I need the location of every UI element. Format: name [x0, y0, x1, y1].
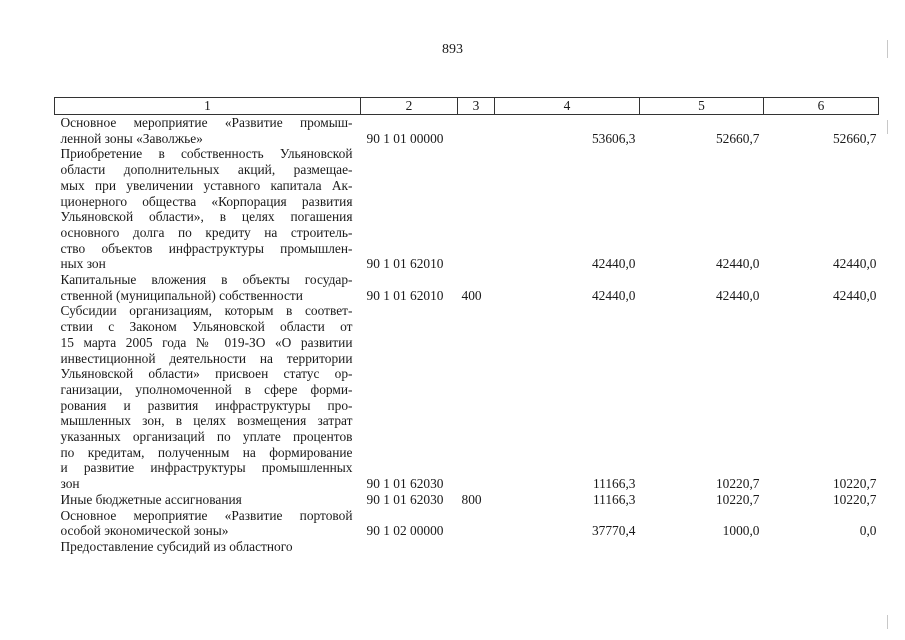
header-col-5: 5: [640, 98, 764, 115]
table-row: [55, 303, 879, 491]
row-value-6: 52660,7: [832, 130, 877, 146]
row-name-line: Субсидии организациям, которым в соответ-: [60, 303, 353, 319]
row-value-4: 53606,3: [591, 130, 636, 146]
row-kind: [458, 508, 495, 539]
row-code: 90 1 01 62010: [366, 287, 444, 303]
row-name-line: инвестиционной деятельности на территории: [60, 350, 353, 366]
row-value-6: 42440,0: [832, 256, 877, 272]
row-kind: [458, 146, 495, 272]
row-code: 90 1 01 62030: [366, 491, 444, 507]
row-name-line: Основное мероприятие «Развитие промыш-: [60, 115, 353, 130]
row-name-line: области дополнительных акций, размещае-: [60, 162, 353, 178]
row-kind: [458, 115, 495, 147]
table-row: [55, 539, 879, 555]
row-value-4: 37770,4: [591, 523, 636, 539]
row-name-line: Предоставление субсидий из областного: [60, 538, 293, 554]
row-value-6: 0,0: [859, 523, 877, 539]
header-col-2: 2: [361, 98, 458, 115]
row-name: [55, 115, 361, 147]
row-name-line: особой экономической зоны»: [60, 523, 229, 539]
row-name-line: основного долга по кредиту на строитель-: [60, 224, 353, 240]
row-name: [55, 492, 361, 508]
row-value-5: 1000,0: [722, 523, 760, 539]
row-name: [55, 146, 361, 272]
row-name-line: ленной зоны «Заволжье»: [60, 130, 203, 146]
row-code: [361, 539, 458, 555]
row-value-5: 52660,7: [715, 130, 760, 146]
row-name: [55, 303, 361, 491]
row-value-6: 10220,7: [832, 476, 877, 492]
scan-mark: [887, 40, 888, 58]
row-value-6: 10220,7: [832, 491, 877, 507]
row-value-4: 11166,3: [592, 476, 636, 492]
row-name-line: и развитие инфраструктуры промышленных: [60, 460, 353, 476]
row-code: 90 1 01 62030: [366, 476, 444, 492]
row-name-line: мых при увеличении уставного капитала Ак-: [60, 177, 353, 193]
row-name-line: ственной (муниципальной) собственности: [60, 287, 303, 303]
scan-mark: [887, 615, 888, 629]
row-name-line: Приобретение в собственность Ульяновской: [60, 146, 353, 162]
row-name-line: мышленных зон, в целях возмещения затрат: [60, 413, 353, 429]
row-code: 90 1 01 62010: [366, 256, 444, 272]
budget-table: [54, 97, 879, 555]
row-kind: [458, 539, 495, 555]
row-name-line: Ульяновской области» присвоен статус ор-: [60, 366, 353, 382]
row-name-line: Иные бюджетные ассигнования: [60, 491, 242, 507]
row-kind: [458, 303, 495, 491]
row-name-line: Ульяновской области», в целях погашения: [60, 209, 353, 225]
page-number: 893: [442, 42, 463, 57]
row-name-line: указанных организаций по уплате процентов: [60, 429, 353, 445]
row-value-4: 42440,0: [591, 256, 636, 272]
header-row: [55, 98, 879, 115]
row-name-line: Капитальные вложения в объекты государ-: [60, 272, 353, 288]
row-value-4: 42440,0: [591, 287, 636, 303]
header-col-4: 4: [495, 98, 640, 115]
row-name-line: ствии с Законом Ульяновской области от: [60, 319, 353, 335]
table-row: [55, 508, 879, 539]
row-value-4: 11166,3: [592, 491, 636, 507]
row-name-line: Основное мероприятие «Развитие портовой: [60, 507, 353, 523]
row-name-line: ных зон: [60, 256, 106, 272]
table-header: [55, 98, 879, 115]
table-row: [55, 492, 879, 508]
row-value-5: 10220,7: [715, 476, 760, 492]
table-row: [55, 115, 879, 147]
row-name: [55, 539, 361, 555]
row-value-5: 42440,0: [715, 287, 760, 303]
table-row: [55, 146, 879, 272]
row-value-5: 42440,0: [715, 256, 760, 272]
row-name-line: 15 марта 2005 года № 019-ЗО «О развитии: [60, 334, 353, 350]
header-col-1: 1: [55, 98, 361, 115]
row-value-5: 10220,7: [715, 491, 760, 507]
scan-mark: [887, 120, 888, 134]
row-kind: 800: [461, 491, 482, 507]
row-value-6: 42440,0: [832, 287, 877, 303]
row-name: [55, 508, 361, 539]
row-value-4: [495, 539, 640, 555]
row-name-line: ство объектов инфраструктуры промышлен-: [60, 240, 353, 256]
row-value-5: [640, 539, 764, 555]
header-col-3: 3: [458, 98, 495, 115]
row-name-line: ганизации, уполномоченной в сфере форми-: [60, 381, 353, 397]
row-name-line: по кредитам, полученным на формирование: [60, 444, 353, 460]
row-kind: 400: [461, 287, 482, 303]
row-name: [55, 272, 361, 303]
row-name-line: рования и развития инфраструктуры про-: [60, 397, 353, 413]
row-code: 90 1 01 00000: [366, 130, 444, 146]
row-value-6: [764, 539, 879, 555]
header-col-6: 6: [764, 98, 879, 115]
table-body: [55, 115, 879, 555]
row-name-line: ционерного общества «Корпорация развития: [60, 193, 353, 209]
table-row: [55, 272, 879, 303]
row-code: 90 1 02 00000: [366, 523, 444, 539]
row-name-line: зон: [60, 476, 80, 492]
